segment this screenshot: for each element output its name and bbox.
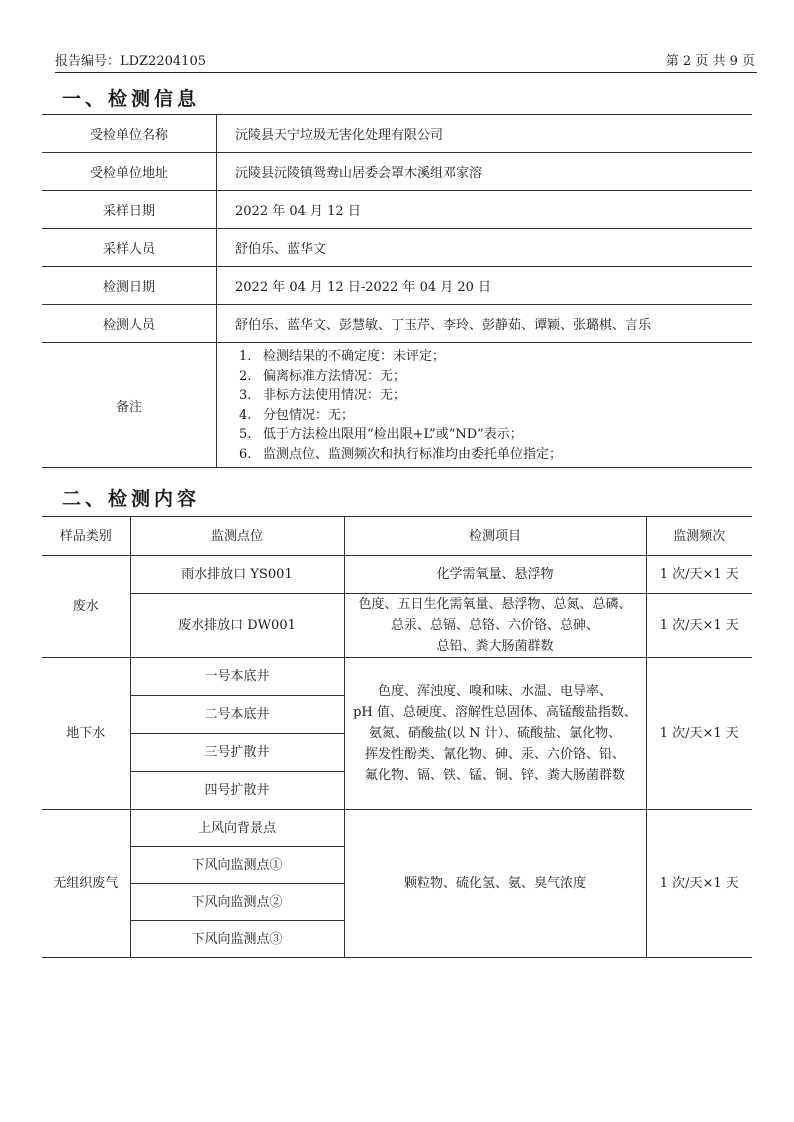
table-row xyxy=(42,115,752,153)
items-cell: 色度、五日生化需氧量、悬浮物、总氮、总磷、 总汞、总镉、总铬、六价铬、总砷、 总铅、粪大肠菌群数 xyxy=(344,594,646,658)
table-row xyxy=(42,556,752,594)
table-row xyxy=(42,658,752,696)
list-item: 1. 检测结果的不确定度：未评定； xyxy=(239,349,446,364)
value-samplers: 舒伯乐、蓝华文 xyxy=(217,229,753,267)
point-cell: 雨水排放口 YS001 xyxy=(130,556,344,594)
header-monitoring-point: 监测点位 xyxy=(130,517,344,556)
point-cell: 下风向监测点① xyxy=(130,847,344,884)
label-unit-address: 受检单位地址 xyxy=(42,153,217,191)
header-frequency: 监测频次 xyxy=(646,517,752,556)
list-item: 5. 低于方法检出限用“检出限+L”或“ND”表示； xyxy=(239,427,523,442)
table-row xyxy=(42,229,752,267)
list-item: 6. 监测点位、监测频次和执行标准均由委托单位指定； xyxy=(239,446,563,462)
label-sampling-date: 采样日期 xyxy=(42,191,217,229)
report-number: 报告编号：LDZ2204105 xyxy=(55,54,206,69)
point-cell: 上风向背景点 xyxy=(130,810,344,847)
value-testers: 舒伯乐、蓝华文、彭慧敏、丁玉芹、李玲、彭静茹、谭颖、张璐棋、言乐 xyxy=(217,305,753,343)
value-unit-address: 沅陵县沅陵镇鸳鸯山居委会罩木溪组邓家溶 xyxy=(217,153,753,191)
items-cell: 化学需氧量、悬浮物 xyxy=(344,556,646,594)
value-sampling-date: 2022 年 04 月 12 日 xyxy=(217,191,753,229)
category-wastewater: 废水 xyxy=(42,556,130,658)
label-notes: 备注 xyxy=(42,343,217,468)
table-row xyxy=(42,810,752,847)
point-cell: 四号扩散井 xyxy=(130,772,344,810)
header-test-items: 检测项目 xyxy=(344,517,646,556)
frequency-cell: 1 次/天×1 天 xyxy=(646,556,752,594)
table-row xyxy=(42,267,752,305)
table-header-row xyxy=(42,517,752,556)
notes-cell xyxy=(217,343,753,468)
section-title-content: 二、检测内容 xyxy=(62,488,201,510)
point-cell: 一号本底井 xyxy=(130,658,344,696)
point-cell: 废水排放口 DW001 xyxy=(130,594,344,658)
section-title-info: 一、检测信息 xyxy=(62,88,201,110)
list-item: 3. 非标方法使用情况：无； xyxy=(239,388,407,403)
inspection-info-table xyxy=(42,114,752,468)
list-item: 4. 分包情况：无； xyxy=(239,407,355,423)
point-cell: 下风向监测点② xyxy=(130,884,344,921)
category-groundwater: 地下水 xyxy=(42,658,130,810)
table-row xyxy=(42,343,752,468)
label-samplers: 采样人员 xyxy=(42,229,217,267)
value-unit-name: 沅陵县天宁垃圾无害化处理有限公司 xyxy=(217,115,753,153)
test-content-table xyxy=(42,516,752,958)
table-row xyxy=(42,191,752,229)
notes-list xyxy=(239,343,752,467)
point-cell: 二号本底井 xyxy=(130,696,344,734)
table-row xyxy=(42,153,752,191)
point-cell: 三号扩散井 xyxy=(130,734,344,772)
label-testers: 检测人员 xyxy=(42,305,217,343)
table-row xyxy=(42,305,752,343)
header-sample-type: 样品类别 xyxy=(42,517,130,556)
page-info: 第 2 页 共 9 页 xyxy=(665,54,755,69)
value-test-date: 2022 年 04 月 12 日-2022 年 04 月 20 日 xyxy=(217,267,753,305)
items-cell: 色度、浑浊度、嗅和味、水温、电导率、 pH 值、总硬度、溶解性总固体、高锰酸盐指数、 氨氮、硝酸盐(以 N 计）、硫酸盐、氯化物、 挥发性酚类、氰化物、砷、汞、六价铬、铅、 氟化物、镉、铁、锰、铜、锌、粪大肠菌群数 xyxy=(344,658,646,810)
frequency-cell: 1 次/天×1 天 xyxy=(646,594,752,658)
page-header xyxy=(55,52,757,73)
table-row xyxy=(42,594,752,658)
category-air: 无组织废气 xyxy=(42,810,130,958)
frequency-cell: 1 次/天×1 天 xyxy=(646,658,752,810)
label-test-date: 检测日期 xyxy=(42,267,217,305)
list-item: 2. 偏离标准方法情况：无； xyxy=(239,368,407,384)
label-unit-name: 受检单位名称 xyxy=(42,115,217,153)
point-cell: 下风向监测点③ xyxy=(130,921,344,958)
items-cell: 颗粒物、硫化氢、氨、臭气浓度 xyxy=(344,810,646,958)
frequency-cell: 1 次/天×1 天 xyxy=(646,810,752,958)
